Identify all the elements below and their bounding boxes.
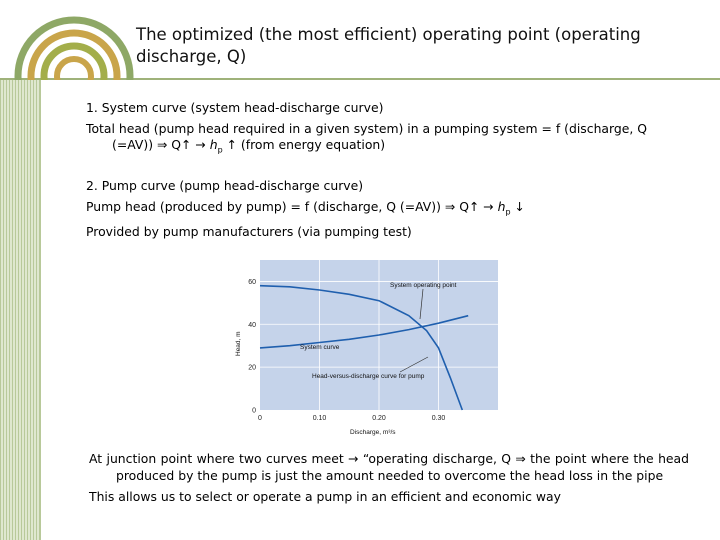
- x-tick-label: 0.10: [312, 415, 327, 422]
- side-divider: [40, 80, 41, 540]
- y-tick-label: 20: [248, 364, 256, 372]
- y-tick-label: 0: [252, 407, 256, 415]
- pump-curve-heading: 2. Pump curve (pump head-discharge curve): [86, 178, 364, 193]
- system-curve-section: [86, 100, 696, 159]
- pump-curve-line2: Provided by pump manufacturers (via pumping test): [86, 224, 412, 240]
- system-curve-heading: 1. System curve (system head-discharge curve): [86, 100, 384, 115]
- concentric-arcs-logo-icon: [14, 10, 134, 80]
- pump-curve-section: [86, 178, 696, 241]
- system-curve-line1: Total head (pump head required in a given system) in a pumping system = f (discharge, Q: [86, 120, 648, 136]
- conclusion-para1: At junction point where two curves meet → “operating discharge, Q ⇒ the point where the head produced by the pump is just the amount needed to overcome the head loss in the pipe: [89, 451, 689, 483]
- slide-title: The optimized (the most efficient) operating point (operating discharge, Q): [136, 25, 641, 66]
- x-tick-label: 0.30: [431, 415, 446, 422]
- system-curve-label: System curve: [300, 344, 340, 351]
- operating-point-label: System operating point: [390, 282, 457, 289]
- x-tick-label: 0.20: [372, 415, 386, 422]
- pump-system-curve-figure: [230, 252, 504, 440]
- conclusion-block: [89, 450, 689, 505]
- conclusion-para2: This allows us to select or operate a pump in an efficient and economic way: [89, 489, 561, 504]
- y-axis-label: Head, m: [235, 331, 242, 356]
- system-curve-line2: (=AV)) ⇒ Q↑ → $h_p$ ↑ (from energy equation): [112, 137, 386, 155]
- x-axis-label: Discharge, m³/s: [350, 429, 396, 436]
- y-tick-label: 40: [248, 321, 256, 329]
- pump-curve-label: Head-versus-discharge curve for pump: [312, 373, 425, 380]
- decorative-side-strip: [0, 80, 40, 540]
- y-tick-label: 60: [248, 278, 256, 286]
- x-tick-label: 0: [258, 415, 262, 422]
- pump-curve-line1: Pump head (produced by pump) = f (discharge, Q (=AV)) ⇒ Q↑ → $h_p$ ↓: [86, 198, 525, 216]
